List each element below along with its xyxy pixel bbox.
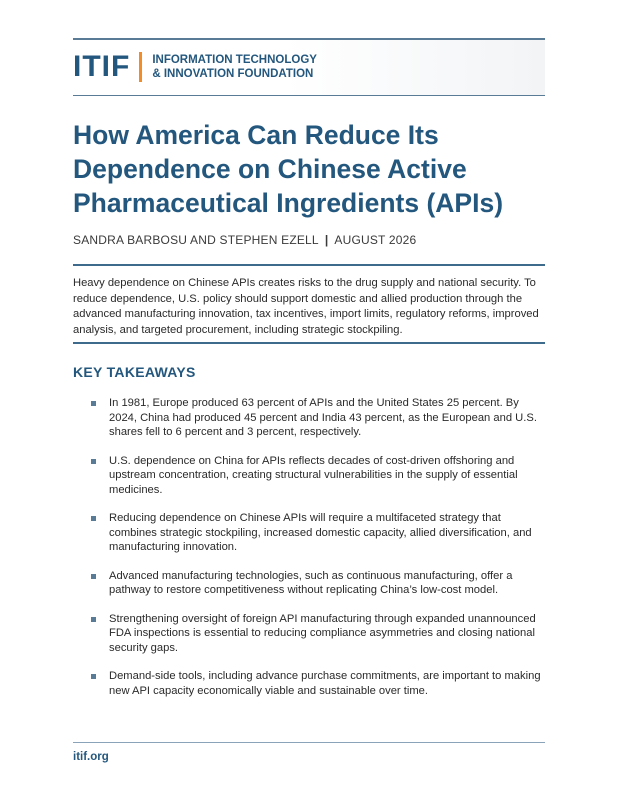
bullet-icon xyxy=(91,401,96,406)
list-item xyxy=(73,454,545,498)
bullet-icon xyxy=(91,516,96,521)
bullet-icon xyxy=(91,574,96,579)
list-item-text: U.S. dependence on China for APIs reflects decades of cost-driven offshoring and upstream concentration, creating structural vulnerabilities in the supply of essential medicines. xyxy=(109,454,518,496)
publication-date: AUGUST 2026 xyxy=(334,233,417,247)
report-title: How America Can Reduce Its Dependence on Chinese Active Pharmaceutical Ingredients (APIs) xyxy=(73,120,504,218)
logo-mark: ITIF xyxy=(73,50,131,83)
key-takeaways-list xyxy=(73,392,545,698)
footer-rule xyxy=(73,742,545,743)
list-item xyxy=(73,612,545,656)
footer-link[interactable]: itif.org xyxy=(73,751,109,763)
summary-bottom-rule xyxy=(73,342,545,344)
summary-top-rule xyxy=(73,264,545,266)
key-takeaways-heading: KEY TAKEAWAYS xyxy=(73,364,196,380)
list-item-text: In 1981, Europe produced 63 percent of APIs and the United States 25 percent. By 2024, China had produced 45 percent and India 43 percent, as the European and U.S. shares fell to 6 percent and 3 percent, respectively. xyxy=(109,397,537,438)
byline xyxy=(73,233,416,247)
list-item xyxy=(73,569,545,598)
list-item xyxy=(73,511,545,555)
organization-name xyxy=(152,53,317,81)
org-name-line-2: & INNOVATION FOUNDATION xyxy=(152,68,314,80)
list-item-text: Demand-side tools, including advance purchase commitments, are important to making new API capacity economically viable and sustainable over time. xyxy=(109,670,541,697)
list-item-text: Reducing dependence on Chinese APIs will require a multifaceted strategy that combines strategic stockpiling, increased domestic capacity, allied diversification, and manufacturing innovation. xyxy=(109,512,532,553)
logo-divider xyxy=(139,52,142,82)
summary-paragraph: Heavy dependence on Chinese APIs creates risks to the drug supply and national security. To reduce dependence, U.S. policy should support domestic and allied production through the advanced manufacturing innovation, tax incentives, import limits, regulatory reforms, improved analysis, and targeted procurement, including strategic stockpiling. xyxy=(73,277,539,336)
itif-logo xyxy=(73,51,317,83)
authors: SANDRA BARBOSU AND STEPHEN EZELL xyxy=(73,233,319,247)
header-bottom-rule xyxy=(73,95,545,96)
list-item xyxy=(73,669,545,698)
list-item xyxy=(73,396,545,440)
list-item-text: Strengthening oversight of foreign API manufacturing through expanded unannounced FDA inspections is essential to reducing compliance asymmetries and closing national security gaps. xyxy=(109,612,536,654)
bullet-icon xyxy=(91,674,96,679)
org-name-line-1: INFORMATION TECHNOLOGY xyxy=(152,54,317,66)
byline-separator: | xyxy=(324,233,329,247)
bullet-icon xyxy=(91,459,96,464)
bullet-icon xyxy=(91,617,96,622)
list-item-text: Advanced manufacturing technologies, such as continuous manufacturing, offer a pathway to restore competitiveness without replicating China’s low-cost model. xyxy=(109,569,513,596)
